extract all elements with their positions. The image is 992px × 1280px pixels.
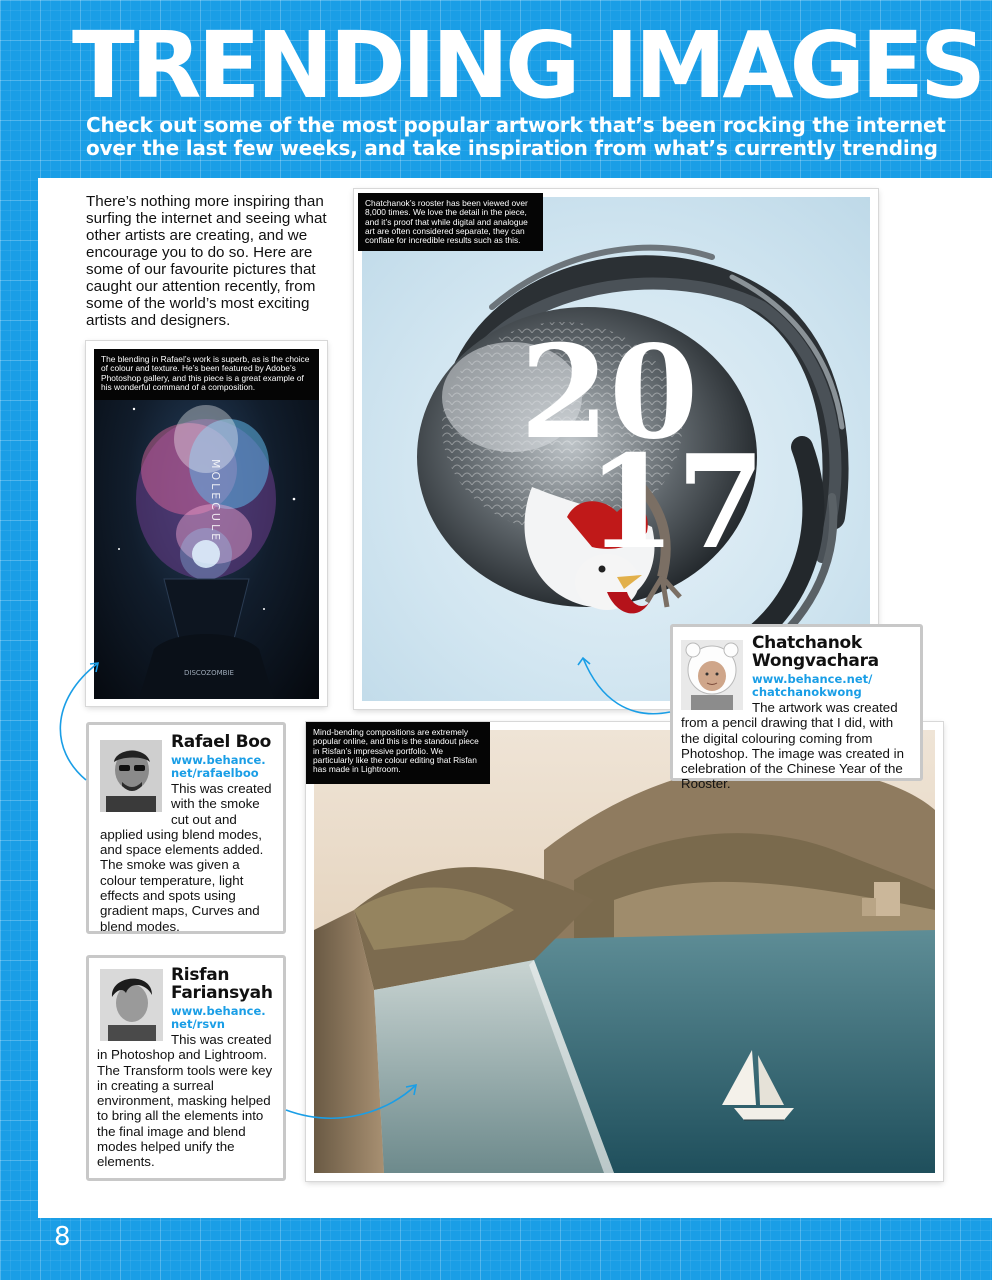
artist-link-chatchanok-line-1[interactable]: www.behance.net/ <box>752 672 873 686</box>
intro-paragraph: There’s nothing more inspiring than surfing the internet and seeing what other artists are creating, and we encourage you to do so. Here are some of our favourite pictures that caught our attention recently, from some of the world’s most exciting artists and designers. <box>86 193 327 329</box>
page-title: TRENDING IMAGES <box>72 12 983 119</box>
molecule-artwork-frame <box>86 341 327 706</box>
artist-link-rafael-line-2[interactable]: net/rafaelboo <box>171 766 259 780</box>
artist-card-risfan <box>86 955 286 1181</box>
subtitle-line-1: Check out some of the most popular artwork that’s been rocking the internet <box>86 113 946 137</box>
artist-name-risfan-line-2: Fariansyah <box>171 983 273 1003</box>
avatar-rafael <box>100 740 162 812</box>
rooster-caption: Chatchanok’s rooster has been viewed over 8,000 times. We love the detail in the piece, and it’s proof that while digital and analogue art are often considered separate, they can conflate for incredible results such as this. <box>358 193 543 251</box>
artist-name-chatchanok-line-1: Chatchanok <box>752 633 862 653</box>
year-top-text: 20 <box>520 318 699 468</box>
artist-bio-chatchanok: The artwork was created from a pencil drawing that I did, with the digital colouring coming from Photoshop. The image was created in celebration of the Chinese Year of the Rooster. <box>681 700 904 792</box>
landscape-illustration <box>314 730 935 1173</box>
landscape-artwork <box>314 730 935 1173</box>
page-number: 8 <box>54 1222 71 1252</box>
landscape-caption: Mind-bending compositions are extremely popular online, and this is the standout piece in Risfan’s impressive portfolio. We particularly like the colour editing that Risfan has made in Lightroom. <box>306 722 490 784</box>
artist-link-rafael-line-1[interactable]: www.behance. <box>171 753 266 767</box>
art-title-text: MOLECULE <box>209 459 222 544</box>
year-bottom-text: 17 <box>587 428 766 578</box>
subtitle-line-2: over the last few weeks, and take inspiration from what’s currently trending <box>86 136 938 160</box>
molecule-artwork <box>94 349 319 699</box>
artist-card-chatchanok <box>670 624 923 792</box>
artist-bio-risfan: This was created in Photoshop and Lightroom. The Transform tools were key in creating a surreal environment, masking helped to bring all the elements into the final image and blend modes helped unify the elements. <box>97 1032 273 1170</box>
molecule-caption: The blending in Rafael’s work is superb, as is the choice of colour and texture. He’s been featured by Adobe’s Photoshop gallery, and this piece is a great example of his wonderful command of a composition. <box>94 349 319 400</box>
molecule-illustration <box>94 349 319 699</box>
avatar-risfan <box>100 969 163 1041</box>
artist-name-chatchanok-line-2: Wongvachara <box>752 651 879 671</box>
artist-link-risfan-line-1[interactable]: www.behance. <box>171 1004 266 1018</box>
avatar-chatchanok <box>681 640 743 710</box>
artist-name-rafael: Rafael Boo <box>171 732 272 752</box>
artist-name-risfan-line-1: Risfan <box>171 965 230 985</box>
artist-card-rafael <box>86 722 286 934</box>
art-signature-text: DISCOZOMBIE <box>184 669 234 677</box>
artist-link-risfan-line-2[interactable]: net/rsvn <box>171 1017 225 1031</box>
artist-bio-rafael: This was created with the smoke cut out and applied using blend modes, and space elements added. The smoke was given a colour temperature, light effects and spots using gradient maps, Curves and blend modes. <box>100 781 272 934</box>
subtitle <box>86 114 966 160</box>
person-avatar-icon <box>100 969 163 1041</box>
artist-link-chatchanok-line-2[interactable]: chatchanokwong <box>752 685 862 699</box>
person-avatar-icon <box>100 740 162 812</box>
person-avatar-icon <box>681 640 743 710</box>
